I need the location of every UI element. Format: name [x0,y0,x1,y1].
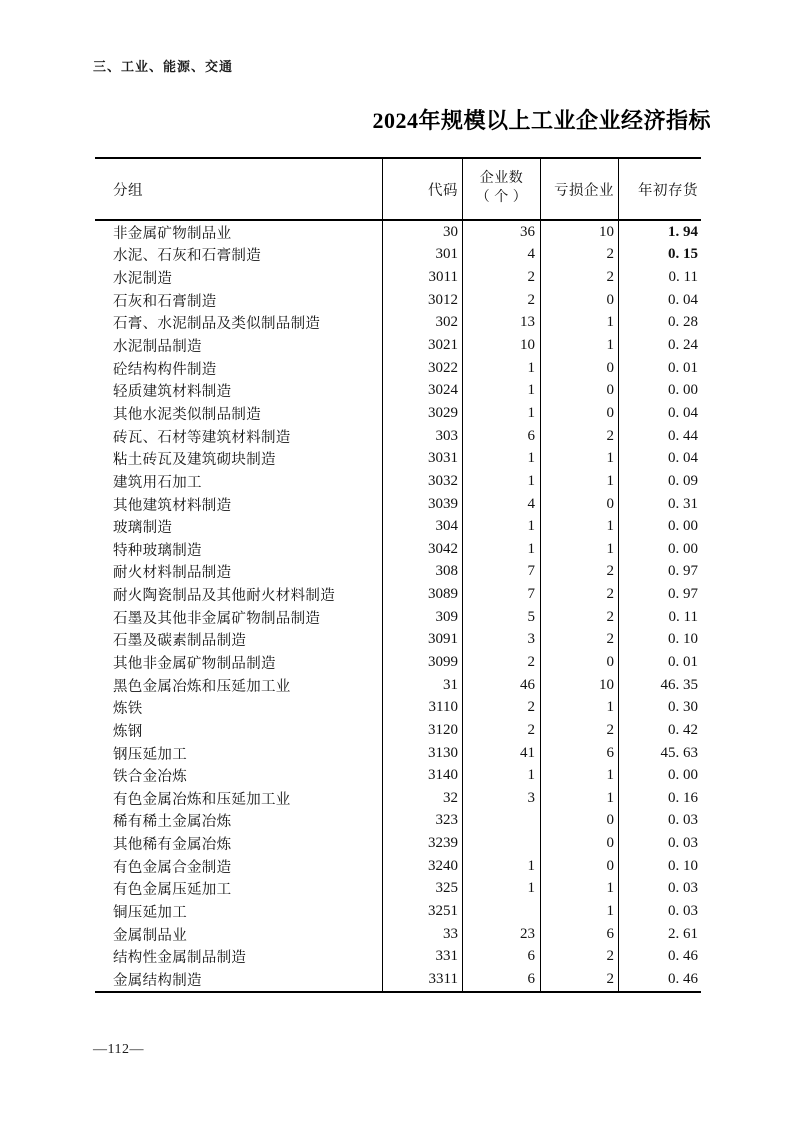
table-row [95,515,701,538]
table-row [95,357,701,380]
row-beginning-inventory: 0. 97 [668,563,698,580]
row-group-name: 建筑用石加工 [95,470,383,493]
row-enterprise-count: 3 [463,787,541,810]
row-loss-enterprises: 0 [541,402,619,425]
row-beginning-inventory: 0. 04 [668,404,698,421]
row-enterprise-count: 2 [463,289,541,312]
row-code: 3110 [383,696,463,719]
row-loss-enterprises: 2 [541,266,619,289]
row-group-name: 铜压延加工 [95,900,383,923]
row-code: 3022 [383,357,463,380]
row-code: 3239 [383,832,463,855]
row-enterprise-count: 1 [463,470,541,493]
row-beginning-inventory: 1. 94 [668,223,698,240]
row-beginning-inventory: 46. 35 [660,676,698,693]
row-enterprise-count: 4 [463,493,541,516]
row-group-name: 水泥制品制造 [95,334,383,357]
row-beginning-inventory: 0. 01 [668,359,698,376]
row-beginning-inventory: 0. 16 [668,789,698,806]
table-row [95,312,701,335]
row-group-name: 炼铁 [95,696,383,719]
row-group-name: 特种玻璃制造 [95,538,383,561]
table-row [95,583,701,606]
row-group-name: 其他水泥类似制品制造 [95,402,383,425]
row-enterprise-count: 1 [463,515,541,538]
table-row [95,629,701,652]
row-group-name: 玻璃制造 [95,515,383,538]
row-enterprise-count: 2 [463,651,541,674]
row-group-name: 石灰和石膏制造 [95,289,383,312]
row-beginning-inventory: 0. 04 [668,450,698,467]
row-code: 302 [383,312,463,335]
row-loss-enterprises: 2 [541,719,619,742]
row-loss-enterprises: 6 [541,923,619,946]
row-code: 3011 [383,266,463,289]
row-group-name: 金属制品业 [95,923,383,946]
row-loss-enterprises: 0 [541,855,619,878]
row-loss-enterprises: 1 [541,515,619,538]
row-code: 3130 [383,742,463,765]
row-group-name: 石墨及其他非金属矿物制品制造 [95,606,383,629]
row-beginning-inventory: 0. 97 [668,586,698,603]
row-beginning-inventory: 0. 46 [668,970,698,987]
row-code: 3031 [383,447,463,470]
table-row [95,764,701,787]
row-group-name: 炼钢 [95,719,383,742]
row-code: 3032 [383,470,463,493]
table-row [95,379,701,402]
row-code: 3240 [383,855,463,878]
row-beginning-inventory: 0. 44 [668,427,698,444]
row-group-name: 粘土砖瓦及建筑砌块制造 [95,447,383,470]
row-enterprise-count: 6 [463,968,541,991]
row-group-name: 稀有稀土金属冶炼 [95,810,383,833]
row-code: 3021 [383,334,463,357]
row-enterprise-count: 7 [463,561,541,584]
row-loss-enterprises: 10 [541,674,619,697]
row-group-name: 有色金属冶炼和压延加工业 [95,787,383,810]
row-group-name: 其他稀有金属冶炼 [95,832,383,855]
row-group-name: 结构性金属制品制造 [95,946,383,969]
row-enterprise-count: 13 [463,312,541,335]
table-row [95,719,701,742]
row-beginning-inventory: 0. 11 [668,269,698,286]
table-row [95,266,701,289]
row-enterprise-count: 1 [463,878,541,901]
row-code: 3091 [383,629,463,652]
row-beginning-inventory: 45. 63 [660,744,698,761]
row-beginning-inventory: 0. 01 [668,653,698,670]
table-row [95,493,701,516]
row-beginning-inventory: 0. 30 [668,699,698,716]
column-header-loss-enterprises: 亏损企业 [541,159,619,219]
row-beginning-inventory: 0. 03 [668,835,698,852]
row-code: 3099 [383,651,463,674]
row-loss-enterprises: 2 [541,606,619,629]
row-beginning-inventory: 0. 11 [668,608,698,625]
row-beginning-inventory: 0. 10 [668,857,698,874]
row-loss-enterprises: 2 [541,425,619,448]
table-row [95,221,701,244]
table-row [95,402,701,425]
row-group-name: 非金属矿物制品业 [95,221,383,244]
row-group-name: 钢压延加工 [95,742,383,765]
row-code: 3251 [383,900,463,923]
row-code: 32 [383,787,463,810]
row-loss-enterprises: 1 [541,696,619,719]
table-header-row [95,159,701,221]
table-row [95,855,701,878]
row-loss-enterprises: 10 [541,221,619,244]
row-group-name: 金属结构制造 [95,968,383,991]
row-loss-enterprises: 2 [541,946,619,969]
row-enterprise-count: 1 [463,402,541,425]
table-row [95,742,701,765]
table-row [95,425,701,448]
column-header-enterprise-count-label: 企业数 [479,171,524,187]
table-row [95,787,701,810]
row-beginning-inventory: 0. 46 [668,948,698,965]
row-code: 301 [383,244,463,267]
row-beginning-inventory: 0. 03 [668,903,698,920]
row-beginning-inventory: 2. 61 [668,925,698,942]
row-beginning-inventory: 0. 00 [668,382,698,399]
row-enterprise-count: 5 [463,606,541,629]
row-group-name: 耐火材料制品制造 [95,561,383,584]
row-enterprise-count: 6 [463,425,541,448]
page-number: —112— [93,1042,144,1057]
table-row [95,651,701,674]
table-row [95,810,701,833]
row-loss-enterprises: 2 [541,629,619,652]
row-enterprise-count: 10 [463,334,541,357]
row-code: 325 [383,878,463,901]
section-header: 三、工业、能源、交通 [93,59,234,74]
row-code: 3089 [383,583,463,606]
row-enterprise-count: 1 [463,447,541,470]
row-group-name: 水泥制造 [95,266,383,289]
row-beginning-inventory: 0. 00 [668,540,698,557]
row-enterprise-count [463,832,541,855]
row-group-name: 黑色金属冶炼和压延加工业 [95,674,383,697]
row-group-name: 砖瓦、石材等建筑材料制造 [95,425,383,448]
row-loss-enterprises: 2 [541,583,619,606]
row-enterprise-count: 46 [463,674,541,697]
column-header-enterprise-count-unit: （ 个 ） [475,190,528,205]
row-loss-enterprises: 2 [541,561,619,584]
row-beginning-inventory: 0. 09 [668,472,698,489]
row-code: 304 [383,515,463,538]
row-loss-enterprises: 1 [541,334,619,357]
row-code: 3029 [383,402,463,425]
row-group-name: 其他建筑材料制造 [95,493,383,516]
row-beginning-inventory: 0. 00 [668,767,698,784]
row-code: 31 [383,674,463,697]
row-enterprise-count: 7 [463,583,541,606]
row-code: 3039 [383,493,463,516]
table-row [95,447,701,470]
column-header-code: 代码 [383,159,463,219]
row-code: 323 [383,810,463,833]
row-beginning-inventory: 0. 03 [668,812,698,829]
row-enterprise-count: 3 [463,629,541,652]
row-group-name: 石膏、水泥制品及类似制品制造 [95,312,383,335]
column-header-enterprise-count [463,159,541,219]
row-code: 3012 [383,289,463,312]
row-group-name: 铁合金冶炼 [95,764,383,787]
row-enterprise-count: 2 [463,266,541,289]
table-body [95,221,701,993]
row-enterprise-count: 36 [463,221,541,244]
row-beginning-inventory: 0. 15 [668,246,698,263]
row-group-name: 轻质建筑材料制造 [95,379,383,402]
row-loss-enterprises: 0 [541,810,619,833]
row-code: 30 [383,221,463,244]
row-enterprise-count: 23 [463,923,541,946]
row-group-name: 砼结构构件制造 [95,357,383,380]
row-group-name: 其他非金属矿物制品制造 [95,651,383,674]
row-beginning-inventory: 0. 24 [668,337,698,354]
table-row [95,878,701,901]
row-loss-enterprises: 0 [541,379,619,402]
row-loss-enterprises: 6 [541,742,619,765]
row-beginning-inventory: 0. 42 [668,721,698,738]
row-beginning-inventory: 0. 00 [668,518,698,535]
row-beginning-inventory: 0. 28 [668,314,698,331]
row-enterprise-count [463,900,541,923]
row-beginning-inventory: 0. 10 [668,631,698,648]
row-loss-enterprises: 0 [541,832,619,855]
table-row [95,289,701,312]
row-group-name: 有色金属压延加工 [95,878,383,901]
row-enterprise-count: 2 [463,719,541,742]
row-loss-enterprises: 1 [541,878,619,901]
column-header-group: 分组 [95,159,383,219]
row-group-name: 耐火陶瓷制品及其他耐火材料制造 [95,583,383,606]
row-enterprise-count: 1 [463,764,541,787]
row-enterprise-count: 1 [463,379,541,402]
row-beginning-inventory: 0. 03 [668,880,698,897]
row-group-name: 石墨及碳素制品制造 [95,629,383,652]
table-row [95,334,701,357]
row-enterprise-count: 1 [463,855,541,878]
row-code: 308 [383,561,463,584]
row-loss-enterprises: 0 [541,357,619,380]
row-code: 3311 [383,968,463,991]
row-enterprise-count [463,810,541,833]
table-row [95,696,701,719]
table-row [95,470,701,493]
row-loss-enterprises: 1 [541,900,619,923]
row-loss-enterprises: 0 [541,651,619,674]
row-group-name: 水泥、石灰和石膏制造 [95,244,383,267]
table-row [95,606,701,629]
table-row [95,923,701,946]
table-row [95,674,701,697]
row-loss-enterprises: 2 [541,244,619,267]
row-code: 331 [383,946,463,969]
row-loss-enterprises: 1 [541,538,619,561]
table-row [95,968,701,991]
table-row [95,244,701,267]
row-code: 3120 [383,719,463,742]
row-code: 3042 [383,538,463,561]
row-loss-enterprises: 1 [541,787,619,810]
row-code: 309 [383,606,463,629]
row-loss-enterprises: 2 [541,968,619,991]
row-enterprise-count: 41 [463,742,541,765]
row-loss-enterprises: 0 [541,493,619,516]
row-enterprise-count: 4 [463,244,541,267]
row-code: 3140 [383,764,463,787]
table-row [95,561,701,584]
row-code: 3024 [383,379,463,402]
row-enterprise-count: 6 [463,946,541,969]
row-enterprise-count: 1 [463,538,541,561]
row-group-name: 有色金属合金制造 [95,855,383,878]
row-loss-enterprises: 1 [541,764,619,787]
row-beginning-inventory: 0. 31 [668,495,698,512]
row-loss-enterprises: 1 [541,312,619,335]
row-code: 33 [383,923,463,946]
economic-indicators-table [95,157,701,993]
table-row [95,832,701,855]
row-loss-enterprises: 1 [541,447,619,470]
table-row [95,900,701,923]
column-header-beginning-inventory: 年初存货 [638,182,698,199]
row-beginning-inventory: 0. 04 [668,291,698,308]
table-row [95,538,701,561]
row-loss-enterprises: 1 [541,470,619,493]
row-loss-enterprises: 0 [541,289,619,312]
row-code: 303 [383,425,463,448]
row-enterprise-count: 2 [463,696,541,719]
page-title: 2024年规模以上工业企业经济指标 [372,108,711,133]
row-enterprise-count: 1 [463,357,541,380]
table-row [95,946,701,969]
